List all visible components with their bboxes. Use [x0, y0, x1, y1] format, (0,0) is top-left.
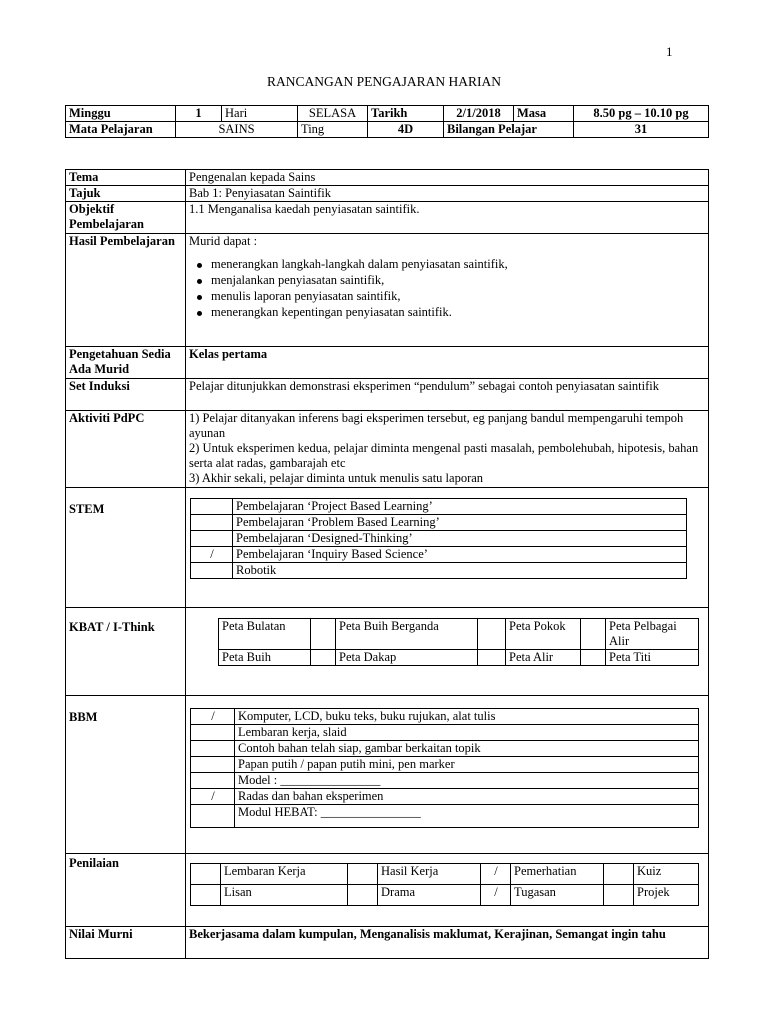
row-kbat	[66, 608, 709, 696]
minggu-label: Minggu	[66, 106, 176, 122]
header-table	[65, 105, 709, 138]
header-row	[66, 122, 709, 138]
penilaian-option: Pemerhatian	[511, 864, 604, 885]
kbat-option: Peta Bulatan	[219, 619, 311, 650]
header-row	[66, 106, 709, 122]
stem-mark	[191, 531, 233, 547]
row-penilaian	[66, 854, 709, 927]
hasil-item: menjalankan penyiasatan saintifik,	[211, 273, 705, 288]
bbm-row	[191, 725, 699, 741]
penilaian-option: Hasil Kerja	[378, 864, 481, 885]
bbm-option: Komputer, LCD, buku teks, buku rujukan, alat tulis	[235, 709, 699, 725]
bbm-mark	[191, 805, 235, 828]
hasil-item: menerangkan kepentingan penyiasatan saintifik.	[211, 305, 461, 320]
bbm-mark	[191, 757, 235, 773]
objektif-label: Objektif Pembelajaran	[66, 202, 186, 234]
penilaian-label: Penilaian	[66, 854, 186, 927]
stem-option: Pembelajaran ‘Designed-Thinking’	[233, 531, 687, 547]
row-objektif	[66, 202, 709, 234]
kbat-row	[219, 619, 699, 650]
row-stem	[66, 488, 709, 608]
row-aktiviti	[66, 411, 709, 488]
kbat-option: Peta Buih Berganda	[336, 619, 478, 650]
kbat-cell	[186, 608, 709, 696]
kbat-option: Peta Pokok	[506, 619, 581, 650]
hasil-list	[189, 257, 705, 320]
stem-mark	[191, 515, 233, 531]
stem-option: Pembelajaran ‘Project Based Learning’	[233, 499, 687, 515]
pengetahuan-value: Kelas pertama	[186, 347, 709, 379]
stem-row	[191, 515, 687, 531]
stem-cell	[186, 488, 709, 608]
bbm-option: Modul HEBAT: ________________	[235, 805, 699, 828]
penilaian-row	[191, 885, 699, 906]
nilai-label: Nilai Murni	[66, 927, 186, 959]
penilaian-mark	[604, 885, 634, 906]
page-number: 1	[666, 44, 673, 59]
bbm-cell	[186, 696, 709, 854]
nilai-value: Bekerjasama dalam kumpulan, Menganalisis maklumat, Kerajinan, Semangat ingin tahu	[186, 927, 709, 959]
stem-option: Pembelajaran ‘Problem Based Learning’	[233, 515, 687, 531]
bbm-option: Papan putih / papan putih mini, pen marker	[235, 757, 699, 773]
penilaian-option: Lisan	[221, 885, 348, 906]
tema-label: Tema	[66, 170, 186, 186]
hari-label: Hari	[222, 106, 298, 122]
penilaian-cell	[186, 854, 709, 927]
kbat-option: Peta Titi	[606, 650, 699, 666]
stem-row	[191, 563, 687, 579]
hasil-item: menerangkan langkah-langkah dalam penyiasatan saintifik,	[211, 257, 705, 272]
aktiviti-line: 1) Pelajar ditanyakan inferens bagi eksperimen tersebut, eg panjang bandul mempengaruhi tempoh ayunan	[189, 411, 684, 440]
stem-row	[191, 499, 687, 515]
penilaian-mark: /	[481, 864, 511, 885]
set-induksi-label: Set Induksi	[66, 379, 186, 411]
aktiviti-line: 2) Untuk eksperimen kedua, pelajar diminta mengenal pasti masalah, pembolehubah, hipotesis, bahan serta alat radas, gambarajah etc	[189, 441, 699, 470]
stem-mark: /	[191, 547, 233, 563]
row-bbm	[66, 696, 709, 854]
kbat-table	[218, 618, 699, 666]
minggu-value: 1	[176, 106, 222, 122]
objektif-value: 1.1 Menganalisa kaedah penyiasatan saintifik.	[186, 202, 709, 234]
ting-label: Ting	[298, 122, 368, 138]
stem-label: STEM	[66, 488, 186, 608]
bbm-mark: /	[191, 789, 235, 805]
set-induksi-value: Pelajar ditunjukkan demonstrasi eksperimen “pendulum” sebagai contoh penyiasatan saintifik	[186, 379, 709, 411]
penilaian-option: Tugasan	[511, 885, 604, 906]
page-title: RANCANGAN PENGAJARAN HARIAN	[266, 74, 501, 89]
hasil-item: menulis laporan penyiasatan saintifik,	[211, 289, 705, 304]
bbm-mark	[191, 725, 235, 741]
penilaian-mark	[604, 864, 634, 885]
tajuk-label: Tajuk	[66, 186, 186, 202]
penilaian-mark: /	[481, 885, 511, 906]
kbat-option: Peta Alir	[506, 650, 581, 666]
kbat-option: Peta Pelbagai Alir	[606, 619, 699, 650]
penilaian-row	[191, 864, 699, 885]
aktiviti-label: Aktiviti PdPC	[66, 411, 186, 488]
kbat-label: KBAT / I-Think	[66, 608, 186, 696]
bbm-row	[191, 757, 699, 773]
bbm-row	[191, 789, 699, 805]
ting-value: 4D	[368, 122, 444, 138]
penilaian-mark	[191, 885, 221, 906]
aktiviti-cell	[186, 411, 709, 488]
row-pengetahuan	[66, 347, 709, 379]
row-set-induksi	[66, 379, 709, 411]
penilaian-option: Drama	[378, 885, 481, 906]
penilaian-mark	[348, 864, 378, 885]
stem-row	[191, 531, 687, 547]
aktiviti-line: 3) Akhir sekali, pelajar diminta untuk menulis satu laporan	[189, 471, 484, 485]
kbat-mark	[581, 650, 606, 666]
penilaian-mark	[348, 885, 378, 906]
bbm-option: Radas dan bahan eksperimen	[235, 789, 699, 805]
masa-label: Masa	[514, 106, 574, 122]
bilangan-label: Bilangan Pelajar	[444, 122, 574, 138]
hari-value: SELASA	[298, 106, 368, 122]
penilaian-option: Lembaran Kerja	[221, 864, 348, 885]
mata-pelajaran-label: Mata Pelajaran	[66, 122, 176, 138]
kbat-option: Peta Buih	[219, 650, 311, 666]
stem-row	[191, 547, 687, 563]
bbm-row	[191, 709, 699, 725]
stem-option: Robotik	[233, 563, 687, 579]
kbat-mark	[478, 619, 506, 650]
row-tema	[66, 170, 709, 186]
bbm-row	[191, 773, 699, 789]
bbm-mark	[191, 741, 235, 757]
bbm-mark: /	[191, 709, 235, 725]
kbat-mark	[478, 650, 506, 666]
tajuk-value: Bab 1: Penyiasatan Saintifik	[186, 186, 709, 202]
kbat-mark	[311, 619, 336, 650]
bbm-label: BBM	[66, 696, 186, 854]
masa-value: 8.50 pg – 10.10 pg	[574, 106, 709, 122]
kbat-row	[219, 650, 699, 666]
penilaian-mark	[191, 864, 221, 885]
bbm-row	[191, 741, 699, 757]
kbat-mark	[581, 619, 606, 650]
tarikh-label: Tarikh	[368, 106, 444, 122]
stem-option: Pembelajaran ‘Inquiry Based Science’	[233, 547, 687, 563]
penilaian-table	[190, 863, 699, 906]
kbat-option: Peta Dakap	[336, 650, 478, 666]
stem-mark	[191, 563, 233, 579]
lesson-plan-table	[65, 169, 709, 959]
kbat-mark	[311, 650, 336, 666]
pengetahuan-label: Pengetahuan Sedia Ada Murid	[66, 347, 186, 379]
row-tajuk	[66, 186, 709, 202]
hasil-intro: Murid dapat :	[189, 234, 258, 248]
mata-pelajaran-value: SAINS	[176, 122, 298, 138]
row-hasil	[66, 234, 709, 347]
bbm-option: Model : ________________	[235, 773, 699, 789]
bilangan-value: 31	[574, 122, 709, 138]
bbm-row	[191, 805, 699, 828]
stem-table	[190, 498, 687, 579]
hasil-cell	[186, 234, 709, 347]
bbm-table	[190, 708, 699, 828]
hasil-label: Hasil Pembelajaran	[66, 234, 186, 347]
bbm-mark	[191, 773, 235, 789]
bbm-option: Contoh bahan telah siap, gambar berkaitan topik	[235, 741, 699, 757]
tema-value: Pengenalan kepada Sains	[186, 170, 709, 186]
penilaian-option: Kuiz	[634, 864, 699, 885]
row-nilai	[66, 927, 709, 959]
bbm-option: Lembaran kerja, slaid	[235, 725, 699, 741]
penilaian-option: Projek	[634, 885, 699, 906]
tarikh-value: 2/1/2018	[444, 106, 514, 122]
stem-mark	[191, 499, 233, 515]
